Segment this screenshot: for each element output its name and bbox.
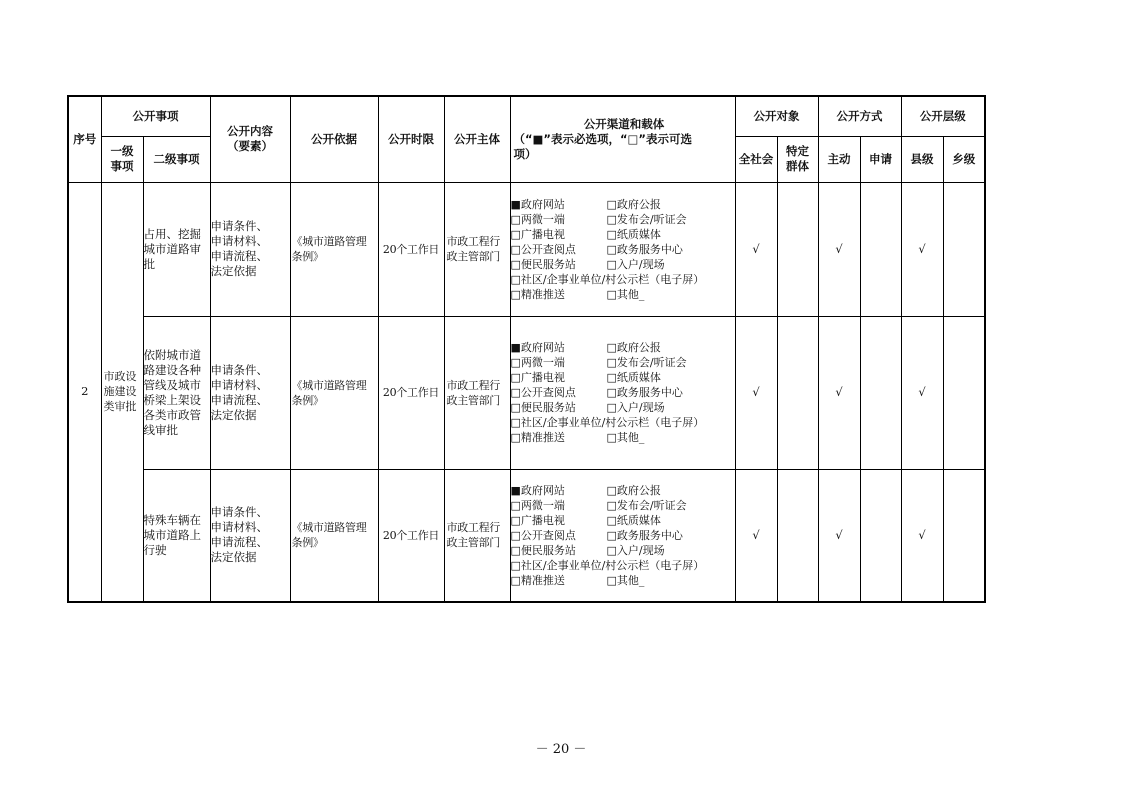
- channel-option: □政务服务中心: [606, 528, 683, 542]
- channel-option: □广播电视: [510, 227, 565, 241]
- header-method: 公开方式: [818, 96, 901, 136]
- channel-option: □纸质媒体: [606, 371, 661, 384]
- channel-option: □广播电视: [510, 513, 565, 527]
- audience-all-cell: √: [735, 469, 777, 602]
- basis-cell: 《城市道路管理 条例》: [290, 469, 378, 602]
- method-active-cell: √: [818, 469, 860, 602]
- channel-option: □便民服务站: [510, 543, 576, 557]
- channel-option: □便民服务站: [510, 257, 576, 271]
- method-active-cell: √: [818, 182, 860, 316]
- channel-option: □便民服务站: [510, 401, 576, 414]
- header-method-apply: 申请: [860, 136, 901, 182]
- header-audience-specific: 特定 群体: [777, 136, 818, 182]
- header-seq: 序号: [68, 96, 101, 182]
- audience-specific-cell: [777, 316, 818, 469]
- content-cell: 申请条件、 申请材料、 申请流程、 法定依据: [210, 469, 290, 602]
- channel-option: □其他_: [606, 431, 645, 444]
- table-row: [68, 316, 985, 469]
- header-basis: 公开依据: [290, 96, 378, 182]
- channel-option: □发布会/听证会: [606, 356, 687, 369]
- level1-cell: 市政设 施建设 类审批: [101, 182, 143, 602]
- header-audience: 公开对象: [735, 96, 818, 136]
- channel-option: □纸质媒体: [606, 513, 661, 527]
- header-level1: 一级 事项: [101, 136, 143, 182]
- channel-option: □精准推送: [510, 573, 565, 587]
- basis-cell: 《城市道路管理 条例》: [290, 316, 378, 469]
- level-town-cell: [943, 316, 985, 469]
- level2-cell: 特殊车辆在 城市道路上 行驶: [143, 469, 210, 602]
- header-matter: 公开事项: [101, 96, 210, 136]
- channel-option: □政务服务中心: [606, 242, 683, 256]
- audience-specific-cell: [777, 469, 818, 602]
- channel-option: □社区/企事业单位/村公示栏（电子屏）: [510, 416, 705, 429]
- header-level: 公开层级: [901, 96, 985, 136]
- audience-all-cell: √: [735, 316, 777, 469]
- channel-option: □社区/企事业单位/村公示栏（电子屏）: [510, 558, 705, 572]
- audience-all-cell: √: [735, 182, 777, 316]
- subject-cell: 市政工程行 政主管部门: [444, 316, 510, 469]
- channel-cell: [510, 469, 735, 602]
- level-county-cell: √: [901, 316, 943, 469]
- header-subject: 公开主体: [444, 96, 510, 182]
- level-town-cell: [943, 182, 985, 316]
- header-level-county: 县级: [901, 136, 943, 182]
- channel-option: □其他_: [606, 287, 645, 301]
- channel-option: □公开查阅点: [510, 242, 576, 256]
- subject-cell: 市政工程行 政主管部门: [444, 469, 510, 602]
- time-limit-cell: 20个工作日: [378, 469, 444, 602]
- subject-cell: 市政工程行 政主管部门: [444, 182, 510, 316]
- channel-option: □入户/现场: [606, 257, 665, 271]
- channel-option: □两微一端: [510, 498, 565, 512]
- method-apply-cell: [860, 469, 901, 602]
- channel-option: □广播电视: [510, 371, 565, 384]
- content-cell: 申请条件、 申请材料、 申请流程、 法定依据: [210, 182, 290, 316]
- channel-option: □其他_: [606, 573, 645, 587]
- content-cell: 申请条件、 申请材料、 申请流程、 法定依据: [210, 316, 290, 469]
- channel-option: □入户/现场: [606, 543, 665, 557]
- channel-option: □精准推送: [510, 431, 565, 444]
- channel-cell: [510, 316, 735, 469]
- seq-cell: 2: [68, 182, 101, 602]
- channel-option: □两微一端: [510, 356, 565, 369]
- level2-cell: 依附城市道 路建设各种 管线及城市 桥梁上架设 各类市政管 线审批: [143, 316, 210, 469]
- channel-option: □公开查阅点: [510, 528, 576, 542]
- method-active-cell: √: [818, 316, 860, 469]
- channel-option: ■政府网站: [510, 341, 565, 354]
- channel-option: □政府公报: [606, 483, 661, 497]
- channel-option: □公开查阅点: [510, 386, 576, 399]
- header-content: 公开内容 （要素）: [210, 96, 290, 182]
- header-channel: 公开渠道和载体 （“■”表示必选项，“□”表示可选 项）: [510, 96, 735, 182]
- time-limit-cell: 20个工作日: [378, 182, 444, 316]
- audience-specific-cell: [777, 182, 818, 316]
- header-audience-all: 全社会: [735, 136, 777, 182]
- channel-option: □政务服务中心: [606, 386, 683, 399]
- header-level-town: 乡级: [943, 136, 985, 182]
- method-apply-cell: [860, 316, 901, 469]
- table-row: [68, 182, 985, 316]
- channel-cell: [510, 182, 735, 316]
- disclosure-table: [67, 95, 986, 603]
- channel-option: □政府公报: [606, 197, 661, 211]
- channel-option: □发布会/听证会: [606, 498, 687, 512]
- level2-cell: 占用、挖掘 城市道路审 批: [143, 182, 210, 316]
- method-apply-cell: [860, 182, 901, 316]
- channel-option: □入户/现场: [606, 401, 665, 414]
- level-county-cell: √: [901, 182, 943, 316]
- level-county-cell: √: [901, 469, 943, 602]
- table-row: [68, 469, 985, 602]
- channel-option: □纸质媒体: [606, 227, 661, 241]
- channel-option: □政府公报: [606, 341, 661, 354]
- time-limit-cell: 20个工作日: [378, 316, 444, 469]
- page-number: － 20 －: [535, 742, 587, 757]
- channel-option: □发布会/听证会: [606, 212, 687, 226]
- header-time-limit: 公开时限: [378, 96, 444, 182]
- level-town-cell: [943, 469, 985, 602]
- header-level2: 二级事项: [143, 136, 210, 182]
- channel-option: □两微一端: [510, 212, 565, 226]
- basis-cell: 《城市道路管理 条例》: [290, 182, 378, 316]
- channel-option: ■政府网站: [510, 483, 565, 497]
- header-method-active: 主动: [818, 136, 860, 182]
- channel-option: ■政府网站: [510, 197, 565, 211]
- channel-option: □社区/企事业单位/村公示栏（电子屏）: [510, 272, 705, 286]
- channel-option: □精准推送: [510, 287, 565, 301]
